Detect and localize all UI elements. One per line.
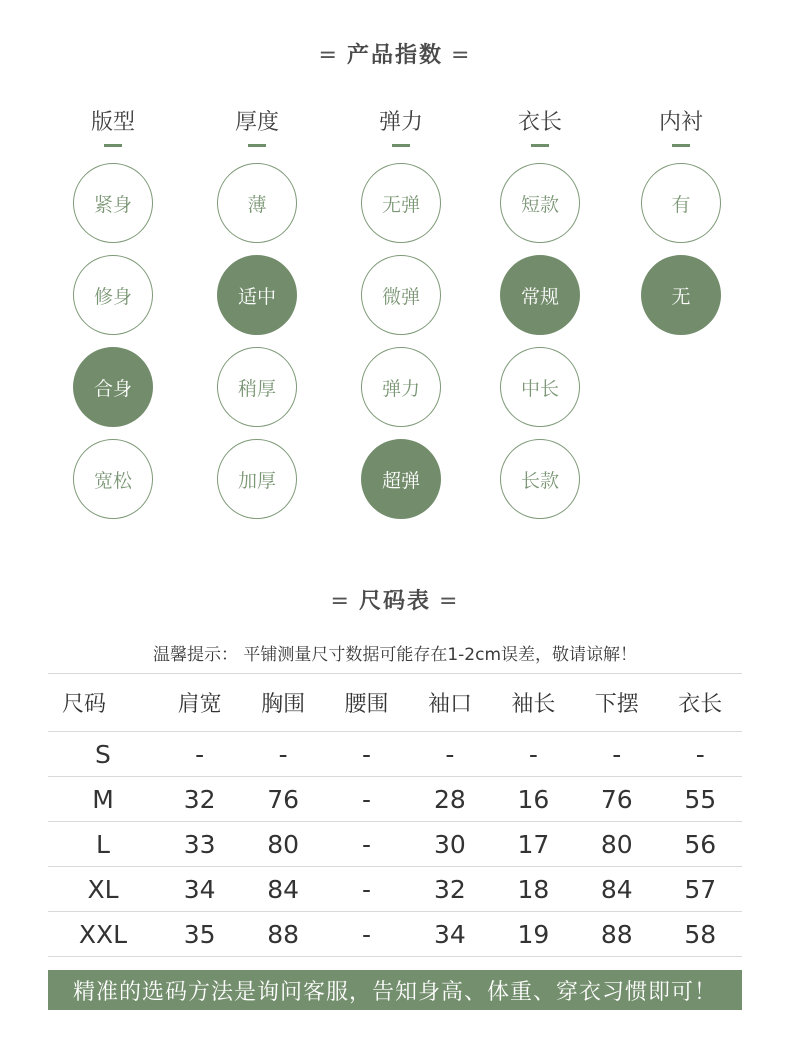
size-cell: 57 — [659, 867, 743, 912]
header-underline — [104, 144, 122, 147]
index-column-header — [361, 108, 441, 147]
size-cell: S — [48, 732, 158, 777]
size-column-header: 胸围 — [241, 674, 324, 732]
size-cell: 32 — [408, 867, 491, 912]
size-cell: 80 — [241, 822, 324, 867]
index-option-circle: 紧身 — [73, 163, 153, 243]
index-option-circle: 长款 — [500, 439, 580, 519]
index-option-circle: 修身 — [73, 255, 153, 335]
size-cell: XXL — [48, 912, 158, 957]
size-table — [48, 673, 742, 957]
index-column-header — [641, 108, 721, 147]
size-row — [48, 732, 742, 777]
index-header-label: 弹力 — [378, 110, 423, 135]
size-cell: 33 — [158, 822, 241, 867]
index-option-circle: 适中 — [217, 255, 297, 335]
size-column-header: 下摆 — [575, 674, 658, 732]
size-cell: 30 — [408, 822, 491, 867]
header-underline — [392, 144, 410, 147]
size-cell: - — [325, 732, 408, 777]
size-cell: - — [325, 867, 408, 912]
size-cell: 80 — [575, 822, 658, 867]
title-mark-right: = — [451, 43, 472, 68]
index-option-circle: 常规 — [500, 255, 580, 335]
size-column-header: 衣长 — [659, 674, 743, 732]
size-chart-title-text: 尺码表 — [358, 589, 431, 614]
index-header-label: 衣长 — [517, 110, 562, 135]
size-cell: 35 — [158, 912, 241, 957]
size-cell: 88 — [241, 912, 324, 957]
size-cell: - — [241, 732, 324, 777]
size-cell: - — [659, 732, 743, 777]
size-cell: 84 — [241, 867, 324, 912]
index-option-circle: 超弹 — [361, 439, 441, 519]
size-column-header: 肩宽 — [158, 674, 241, 732]
size-cell: 56 — [659, 822, 743, 867]
size-cell: - — [158, 732, 241, 777]
header-underline — [672, 144, 690, 147]
size-cell: 55 — [659, 777, 743, 822]
size-cell: 18 — [492, 867, 575, 912]
size-column-header: 尺码 — [48, 674, 158, 732]
size-cell: - — [325, 777, 408, 822]
size-cell: 88 — [575, 912, 658, 957]
size-row — [48, 912, 742, 957]
size-column-header: 袖长 — [492, 674, 575, 732]
size-cell: 17 — [492, 822, 575, 867]
size-column-header: 袖口 — [408, 674, 491, 732]
size-cell: 19 — [492, 912, 575, 957]
title-mark-left: = — [330, 589, 351, 614]
size-table-header — [48, 674, 742, 732]
size-cell: - — [575, 732, 658, 777]
index-header-label: 版型 — [90, 110, 135, 135]
size-chart-title — [0, 584, 790, 615]
size-cell: M — [48, 777, 158, 822]
index-option-circle: 中长 — [500, 347, 580, 427]
size-row — [48, 867, 742, 912]
size-cell: - — [492, 732, 575, 777]
size-cell: - — [325, 822, 408, 867]
size-cell: - — [408, 732, 491, 777]
header-underline — [531, 144, 549, 147]
title-mark-left: = — [318, 43, 339, 68]
measurement-tip: 温馨提示： 平铺测量尺寸数据可能存在1-2cm误差，敬请谅解！ — [152, 645, 638, 665]
index-column-header — [217, 108, 297, 147]
index-column-header — [500, 108, 580, 147]
index-header-label: 厚度 — [234, 110, 279, 135]
product-index-title-text: 产品指数 — [346, 43, 443, 68]
size-cell: 16 — [492, 777, 575, 822]
index-option-circle: 薄 — [217, 163, 297, 243]
size-cell: 28 — [408, 777, 491, 822]
index-option-circle: 宽松 — [73, 439, 153, 519]
index-option-circle: 合身 — [73, 347, 153, 427]
size-cell: - — [325, 912, 408, 957]
size-cell: 34 — [158, 867, 241, 912]
size-cell: 32 — [158, 777, 241, 822]
title-mark-right: = — [439, 589, 460, 614]
size-cell: 76 — [241, 777, 324, 822]
header-underline — [248, 144, 266, 147]
size-row — [48, 777, 742, 822]
index-option-circle: 有 — [641, 163, 721, 243]
index-column-header — [73, 108, 153, 147]
index-header-label: 内衬 — [658, 110, 703, 135]
size-column-header: 腰围 — [325, 674, 408, 732]
index-option-circle: 微弹 — [361, 255, 441, 335]
size-row — [48, 822, 742, 867]
size-cell: 84 — [575, 867, 658, 912]
size-advice-banner: 精准的选码方法是询问客服，告知身高、体重、穿衣习惯即可！ — [48, 970, 742, 1010]
size-cell: 58 — [659, 912, 743, 957]
size-cell: 34 — [408, 912, 491, 957]
index-option-circle: 无弹 — [361, 163, 441, 243]
size-cell: L — [48, 822, 158, 867]
index-option-circle: 短款 — [500, 163, 580, 243]
index-option-circle: 无 — [641, 255, 721, 335]
index-option-circle: 稍厚 — [217, 347, 297, 427]
index-option-circle: 加厚 — [217, 439, 297, 519]
product-index-title — [0, 38, 790, 69]
index-option-circle: 弹力 — [361, 347, 441, 427]
size-cell: 76 — [575, 777, 658, 822]
size-cell: XL — [48, 867, 158, 912]
